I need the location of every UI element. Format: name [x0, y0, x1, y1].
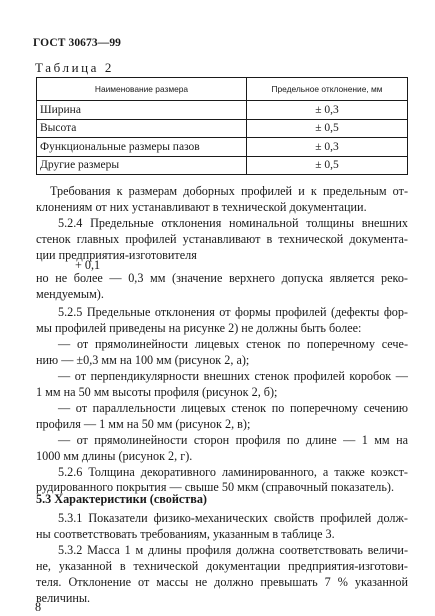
list-item-line: 1 мм на 50 мм высоты профиля (рисунок 2, б); [36, 385, 278, 399]
paragraph-line: 5.2.6 Толщина декоративного ламинированного, а также коэкст- [58, 465, 408, 479]
column-header-tolerance: Предельное отклонение, мм [247, 78, 408, 101]
row-value: ± 0,5 [247, 156, 408, 175]
list-item-line: — от параллельности лицевых стенок по поперечному сечению [58, 401, 408, 415]
list-item-line: — от прямолинейности лицевых стенок по поперечному сече- [58, 337, 408, 351]
row-name: Высота [37, 119, 247, 138]
paragraph-line: мендуемым). [36, 287, 104, 301]
list-item-line: 1000 мм длины (рисунок 2, г). [36, 449, 193, 463]
paragraph-line: рудированного покрытия — свыше 50 мкм (справочный показатель). [36, 480, 395, 494]
paragraph-line: теля. Отклонение от массы не должно превышать 7 % указанной [36, 575, 408, 589]
paragraph-line: ции предприятия-изготовителя [36, 248, 197, 262]
paragraph-line: величины. [36, 591, 91, 605]
row-name: Ширина [37, 101, 247, 120]
table-row [37, 156, 408, 175]
paragraph-line: не, указанной в технической документации предприятия-изготови- [36, 559, 408, 573]
row-value: ± 0,5 [247, 119, 408, 138]
paragraph-line: стенок главных профилей устанавливают в технической документа- [36, 232, 408, 246]
paragraph-line: но не более — 0,3 мм (значение верхнего допуска является реко- [36, 271, 408, 285]
table-header-row [37, 78, 408, 101]
paragraph-line: 5.3.1 Показатели физико-механических свойств профилей долж- [58, 511, 408, 525]
paragraph-line: клонениям от них устанавливают в технической документации. [36, 200, 367, 214]
table-row [37, 138, 408, 157]
section-title: 5.3 Характеристики (свойства) [36, 492, 207, 506]
paragraph-line: Требования к размерам доборных профилей и к предельным от- [50, 184, 408, 198]
list-item-line: нию — ±0,3 мм на 100 мм (рисунок 2, а); [36, 353, 250, 367]
paragraph-line: ны соответствовать требованиям, указанным в таблице 3. [36, 527, 335, 541]
row-name: Другие размеры [37, 156, 247, 175]
table-row [37, 119, 408, 138]
row-value: ± 0,3 [247, 138, 408, 157]
page-number: 8 [35, 600, 42, 614]
table-row [37, 101, 408, 120]
row-value: ± 0,3 [247, 101, 408, 120]
tolerance-table [36, 77, 408, 175]
tolerance-plus-value: + 0,1 [75, 258, 101, 272]
paragraph-line: 5.2.5 Предельные отклонения от формы профилей (дефекты фор- [58, 305, 408, 319]
row-name: Функциональные размеры пазов [37, 138, 247, 157]
column-header-name: Наименование размера [37, 78, 247, 101]
list-item-line: профиля — 1 мм на 50 мм (рисунок 2, в); [36, 417, 251, 431]
table-caption: Таблица 2 [35, 60, 114, 75]
paragraph-line: мы профилей приведены на рисунке 2) не должны быть более: [36, 321, 362, 335]
paragraph-line: 5.2.4 Предельные отклонения номинальной толщины внешних [58, 216, 408, 230]
standard-header: ГОСТ 30673—99 [33, 37, 122, 49]
list-item-line: — от прямолинейности сторон профиля по длине — 1 мм на [58, 433, 408, 447]
list-item-line: — от перпендикулярности внешних стенок профилей коробок — [58, 369, 408, 383]
paragraph-line: 5.3.2 Масса 1 м длины профиля должна соответствовать величи- [58, 543, 408, 557]
